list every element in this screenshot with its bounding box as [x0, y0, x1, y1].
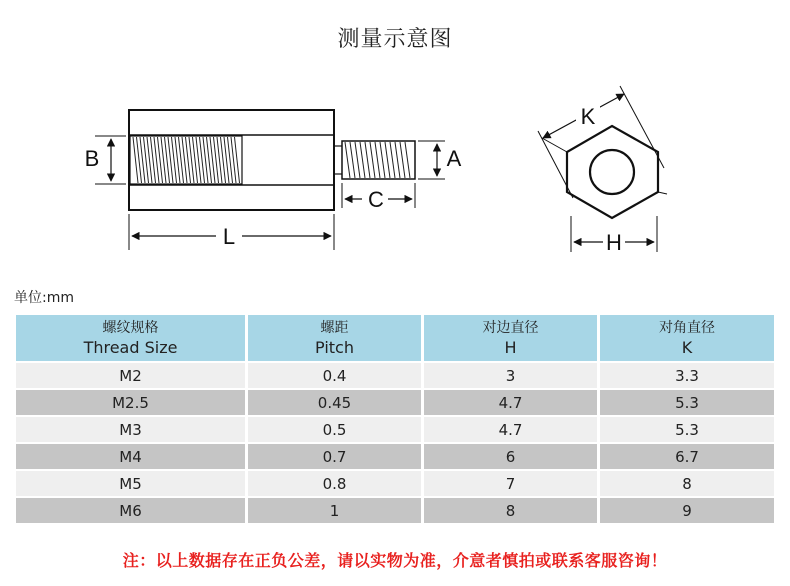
- header-k-en: K: [681, 338, 693, 357]
- cell-h: 4.7: [424, 417, 597, 442]
- label-b: B: [84, 146, 100, 171]
- header-thread-size-en: Thread Size: [83, 338, 178, 357]
- disclaimer-note: 注：以上数据存在正负公差，请以实物为准，介意者慎拍或联系客服咨询！: [122, 551, 668, 570]
- cell-h: 7: [424, 471, 597, 496]
- external-thread: [342, 141, 415, 179]
- cell-pitch: 0.5: [248, 417, 421, 442]
- cell-thread-size: M5: [16, 471, 245, 496]
- unit-label: 单位:mm: [14, 290, 74, 306]
- cell-pitch: 0.45: [248, 390, 421, 415]
- label-k: K: [580, 104, 596, 129]
- cell-h: 6: [424, 444, 597, 469]
- label-a: A: [446, 146, 462, 171]
- label-l: L: [222, 224, 236, 249]
- cell-thread-size: M2: [16, 363, 245, 388]
- cell-h: 4.7: [424, 390, 597, 415]
- header-h: [424, 315, 597, 361]
- header-thread-size-zh: 螺纹规格: [102, 320, 159, 336]
- header-k: [600, 315, 774, 361]
- cell-pitch: 0.7: [248, 444, 421, 469]
- header-pitch: [248, 315, 421, 361]
- cell-h: 3: [424, 363, 597, 388]
- table-header-row: [16, 315, 774, 361]
- cell-pitch: 0.8: [248, 471, 421, 496]
- table-row: [16, 390, 774, 415]
- header-pitch-zh: 螺距: [320, 320, 349, 336]
- page-title: 测量示意图: [337, 27, 453, 52]
- cell-thread-size: M2.5: [16, 390, 245, 415]
- label-c: C: [368, 187, 384, 212]
- header-h-en: H: [504, 338, 517, 357]
- table-row: [16, 471, 774, 496]
- internal-thread: [130, 136, 242, 184]
- header-thread-size: [16, 315, 245, 361]
- header-pitch-en: Pitch: [315, 338, 354, 357]
- table-row: [16, 498, 774, 523]
- cell-k: 5.3: [600, 390, 774, 415]
- cell-k: 8: [600, 471, 774, 496]
- cell-pitch: 0.4: [248, 363, 421, 388]
- standoff-side-view: [85, 110, 462, 250]
- cell-h: 8: [424, 498, 597, 523]
- measurement-diagram: [0, 0, 790, 280]
- cell-pitch: 1: [248, 498, 421, 523]
- table-row: [16, 444, 774, 469]
- table-row: [16, 417, 774, 442]
- header-h-zh: 对边直径: [482, 320, 539, 336]
- cell-thread-size: M4: [16, 444, 245, 469]
- cell-k: 3.3: [600, 363, 774, 388]
- cell-k: 6.7: [600, 444, 774, 469]
- cell-k: 9: [600, 498, 774, 523]
- table-row: [16, 363, 774, 388]
- spec-table: [13, 313, 777, 525]
- label-h: H: [606, 230, 622, 255]
- hex-end-view: [538, 86, 667, 255]
- cell-thread-size: M3: [16, 417, 245, 442]
- cell-thread-size: M6: [16, 498, 245, 523]
- header-k-zh: 对角直径: [659, 320, 715, 336]
- cell-k: 5.3: [600, 417, 774, 442]
